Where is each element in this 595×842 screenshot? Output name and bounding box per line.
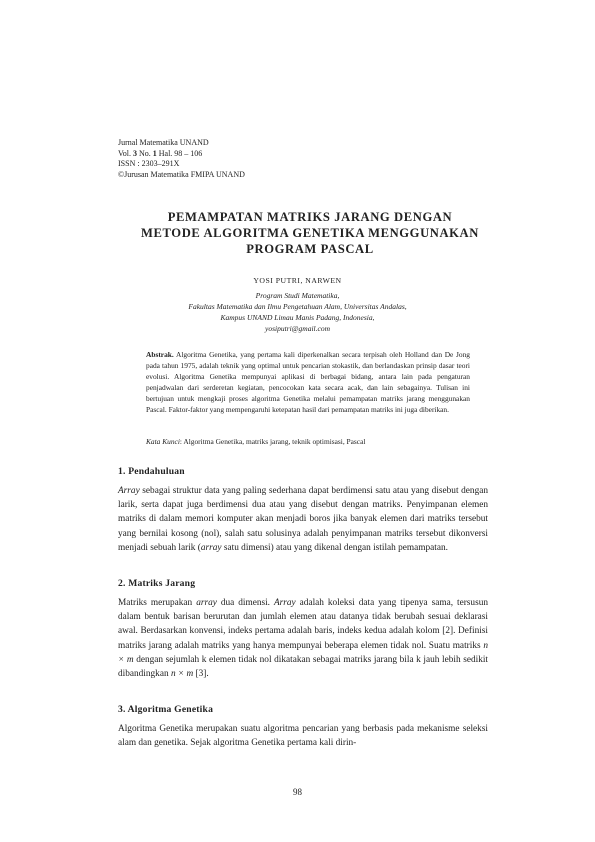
keywords [146, 437, 470, 446]
paper-title [100, 209, 520, 257]
journal-volume: Vol. 3 No. 1 Hal. 98 – 106 [118, 148, 203, 158]
keywords-label: Kata Kunci [146, 437, 180, 446]
section-heading-introduction: 1. Pendahuluan [118, 466, 185, 477]
page-number: 98 [293, 787, 302, 797]
affiliation-line: Program Studi Matematika, [255, 291, 340, 300]
journal-issn: ISSN : 2303–291X [118, 159, 180, 168]
journal-copyright: ©Jurusan Matematika FMIPA UNAND [118, 169, 245, 179]
section-heading-sparse-matrix: 2. Matriks Jarang [118, 578, 196, 589]
section-heading-genetic-algorithm: 3. Algoritma Genetika [118, 704, 214, 715]
affiliation-line: Fakultas Matematika dan Ilmu Pengetahuan Alam, Universitas Andalas, [188, 302, 407, 311]
section-paragraph-introduction: Array sebagai struktur data yang paling sederhana dapat berdimensi satu atau yang disebut dengan larik, serta dapat juga berdimensi dua atau yang disebut dengan matriks. Penyimpanan elemen matriks di dalam memori komputer akan menjadi boros jika banyak elemen dari matriks tersebut yang bernilai kosong (nol), salah satu solusinya adalah penyimpanan matriks tersebut dikonversi menjadi sebuah larik (array satu dimensi) atau yang dikenal dengan istilah pemampatan. [118, 486, 488, 553]
title-line: METODE ALGORITMA GENETIKA MENGGUNAKAN [141, 226, 479, 240]
keywords-text: : Algoritma Genetika, matriks jarang, teknik optimisasi, Pascal [179, 437, 366, 446]
abstract-text: Algoritma Genetika, yang pertama kali diperkenalkan secara terpisah oleh Holland dan De Jong pada tahun 1975, adalah teknik yang optimal untuk pencarian stokastik, dan berlandaskan prinsip dasar teori evolusi. Algoritma Genetika mempunyai aplikasi di berbagai bidang, antara lain pada pengaturan penjadwalan dari serderetan kegiatan, pencocokan kata secara acak, dan lain sebagainya. Tulisan ini bertujuan untuk mengkaji proses algoritma Genetika melalui pemampatan matriks jarang menggunakan Pascal. Faktor-faktor yang mempengaruhi ketepatan hasil dari pemampatan matriks ini juga diberikan. [146, 350, 470, 414]
journal-name: Jurnal Matematika UNAND [118, 138, 209, 147]
abstract-label: Abstrak. [146, 350, 174, 359]
abstract [146, 349, 470, 415]
affiliation-line: Kampus UNAND Limau Manis Padang, Indonesia, [220, 313, 375, 322]
title-line: PEMAMPATAN MATRIKS JARANG DENGAN [167, 210, 453, 224]
section-paragraph-genetic-algorithm: Algoritma Genetika merupakan suatu algoritma pencarian yang berbasis pada mekanisme seleksi alam dan genetika. Sejak algoritma Genetika pertama kali dirin- [118, 724, 488, 749]
journal-info [118, 138, 245, 180]
authors: YOSI PUTRI, NARWEN [253, 276, 342, 285]
title-line: PROGRAM PASCAL [246, 242, 374, 256]
affiliation [0, 290, 595, 334]
section-paragraph-sparse-matrix: Matriks merupakan array dua dimensi. Array adalah koleksi data yang tipenya sama, tersusun dalam bentuk barisan berurutan dan jumlah elemen atau datanya tidak berubah sesuai deklarasi awal. Berdasarkan konvensi, indeks pertama adalah baris, indeks kedua adalah kolom [2]. Definisi matriks jarang adalah matriks yang hanya mempunyai beberapa elemen tidak nol. Suatu matriks n × m dengan sejumlah k elemen tidak nol dikatakan sebagai matriks jarang bila k jauh lebih sedikit dibandingkan n × m [3]. [118, 598, 489, 680]
author-email[interactable]: yosiputri@gmail.com [264, 324, 331, 333]
